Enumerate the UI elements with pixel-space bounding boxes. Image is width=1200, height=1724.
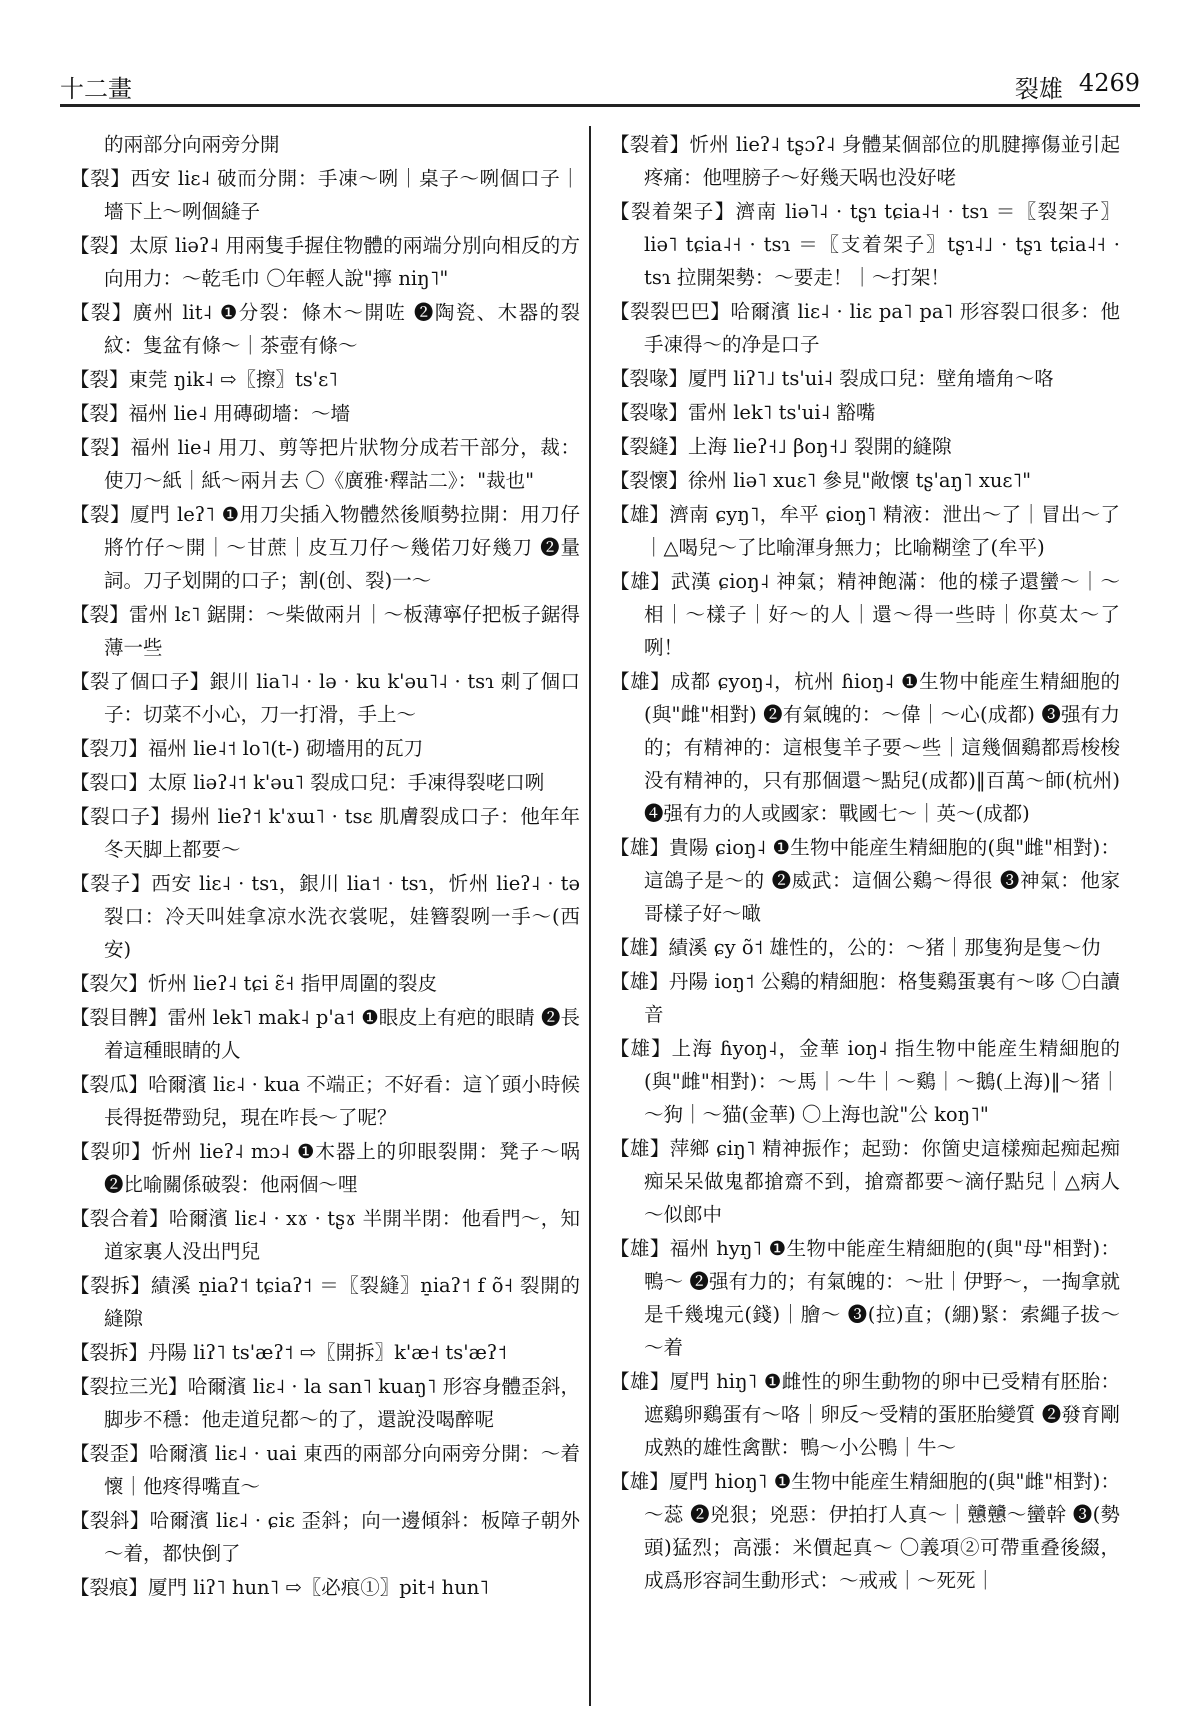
dictionary-entry: 【雄】厦門 hioŋ˥ ❶生物中能産生精細胞的(與"雌"相對)：～蕊 ❷兇狠；兇惡：伊拍打人真～｜戇戇～蠻幹 ❸(勢頭)猛烈；高漲：米價起真～ 〇義項②可帶重叠後綴，成爲形容詞生動形式：～戒戒｜～死死｜ <box>610 1470 1120 1592</box>
dictionary-entry: 【裂歪】哈爾濱 liɛ˨ · uai 東西的兩部分向兩旁分開：～着懷｜他疼得嘴直～ <box>70 1442 580 1498</box>
dictionary-entry: 【裂卯】忻州 lieʔ˨ mɔ˨ ❶木器上的卯眼裂開：凳子～㖞 ❷比喻關係破裂：他兩個～哩 <box>70 1140 580 1196</box>
dictionary-entry: 【裂口子】揚州 lieʔ˦ k'ɤɯ˥ · tsɛ 肌膚裂成口子：他年年冬天脚上都要～ <box>70 805 580 861</box>
dictionary-entry: 【裂】太原 liəʔ˨ 用兩隻手握住物體的兩端分別向相反的方向用力：～乾毛巾 〇年輕人說"擰 niŋ˥" <box>70 234 580 290</box>
header-chars: 裂雄 <box>1014 75 1063 103</box>
dictionary-entry: 【裂】雷州 lɛ˥ 鋸開：～柴做兩爿｜～板薄寧仔把板子鋸得薄一些 <box>70 603 580 659</box>
dictionary-entry: 【裂子】西安 liɛ˨ · tsɿ，銀川 lia˦ · tsɿ，忻州 lieʔ˨ · tə 裂口：冷天叫娃拿凉水洗衣裳呢，娃簪裂咧一手～(西安) <box>70 872 580 961</box>
column-divider <box>589 126 591 1706</box>
header-rule <box>60 104 1140 107</box>
dictionary-entry: 【裂斜】哈爾濱 liɛ˨ · ɕiɛ 歪斜；向一邊傾斜：板障子朝外～着，都快倒了 <box>70 1509 580 1565</box>
dictionary-entry: 【裂喙】雷州 lek˥ ts'ui˨ 豁嘴 <box>610 401 876 424</box>
entry-continuation: 的兩部分向兩旁分開 <box>104 133 280 156</box>
dictionary-entry: 【裂瓜】哈爾濱 liɛ˨ · kua 不端正；不好看：這丫頭小時候長得挺帶勁兒，現在咋長～了呢？ <box>70 1073 580 1129</box>
dictionary-entry: 【雄】厦門 hiŋ˥ ❶雌性的卵生動物的卵中已受精有胚胎：遮鷄卵鷄蛋有～咯｜卵反～受精的蛋胚胎變質 ❷發育剛成熟的雄性禽獸：鴨～小公鴨｜牛～ <box>610 1370 1120 1459</box>
dictionary-entry: 【裂】東莞 ŋik˨ ⇨〖擦〗ts'ɛ˥ <box>70 368 338 391</box>
dictionary-entry: 【裂裂巴巴】哈爾濱 liɛ˨ · liɛ pa˥ pa˥ 形容裂口很多：他手凍得～的净是口子 <box>610 300 1120 356</box>
dictionary-entry: 【裂口】太原 liəʔ˨˦ k'əu˥ 裂成口兒：手凍得裂咾口咧 <box>70 771 545 794</box>
dictionary-entry: 【裂懷】徐州 liə˥ xuɛ˥ 參見"敞懷 tʂ'aŋ˥ xuɛ˥" <box>610 469 1032 492</box>
dictionary-entry: 【裂縫】上海 lieʔ˧˩ βoŋ˧˩ 裂開的縫隙 <box>610 435 952 458</box>
dictionary-entry: 【裂着】忻州 lieʔ˨ tʂɔʔ˨ 身體某個部位的肌腱擰傷並引起疼痛：他哩膀子～好幾天㖞也没好咾 <box>610 133 1120 189</box>
dictionary-entry: 【裂】福州 lie˨ 用磚砌墻：～墻 <box>70 402 351 425</box>
dictionary-entry: 【裂刀】福州 lie˨˦ lo˥(t-) 砌墻用的瓦刀 <box>70 737 424 760</box>
dictionary-entry: 【雄】丹陽 ioŋ˦ 公鷄的精細胞：格隻鷄蛋裏有～哆 〇白讀音 <box>610 970 1120 1026</box>
dictionary-entry: 【裂】福州 lie˨ 用刀、剪等把片狀物分成若干部分，裁：使刀～紙｜紙～兩爿去 〇《廣雅·釋詁二》："裁也" <box>70 436 580 492</box>
dictionary-entry: 【裂了個口子】銀川 lia˥˨ · lə · ku k'əu˥˨ · tsɿ 刺了個口子：切菜不小心，刀一打滑，手上～ <box>70 670 580 726</box>
dictionary-entry: 【裂拆】績溪 n̠iaʔ˦ tɕiaʔ˦ ＝〖裂縫〗n̠iaʔ˦ f õ˧ 裂開的縫隙 <box>70 1274 580 1330</box>
dictionary-entry: 【裂痕】厦門 liʔ˥ hun˥ ⇨〖必痕①〗pit˧ hun˥ <box>70 1576 489 1599</box>
dictionary-entry: 【裂】西安 liɛ˨ 破而分開：手凍～咧｜桌子～咧個口子｜墻下上～咧個縫子 <box>70 167 580 223</box>
header-right <box>1015 69 1140 104</box>
dictionary-entry: 【雄】萍鄉 ɕiŋ˥ 精神振作；起勁：你箇史這樣痴起痴起痴痴呆呆做鬼都搶齋不到，搶齋都要～滴仔點兒｜△病人～似郎中 <box>610 1137 1120 1226</box>
section-label: 十二畫 <box>60 75 132 103</box>
dictionary-entry: 【裂拆】丹陽 liʔ˥ ts'æʔ˦ ⇨〖開拆〗k'æ˧ ts'æʔ˦ <box>70 1341 508 1364</box>
dictionary-entry: 【雄】福州 hyŋ˥ ❶生物中能産生精細胞的(與"母"相對)：鴨～ ❷强有力的；有氣魄的：～壯｜伊野～，一掏拿就是千幾塊元(錢)｜膾～ ❸(拉)直；(綳)緊：索繩子拔～～着 <box>610 1237 1120 1359</box>
dictionary-entry: 【裂着架子】濟南 liə˥˨ · tʂɿ tɕia˨˧ · tsɿ ＝〖裂架子〗liə˥ tɕia˨˧ · tsɿ ＝〖支着架子〗tʂɿ˨˩ · tʂɿ tɕia˨˧ · tsɿ 拉開架勢：～要走！｜～打架！ <box>610 200 1120 289</box>
dictionary-entry: 【裂】厦門 leʔ˥ ❶用刀尖插入物體然後順勢拉開：用刀仔將竹仔～開｜～甘蔗｜皮互刀仔～幾偌刀好幾刀 ❷量詞。刀子划開的口子；割(创、裂)一～ <box>70 503 580 592</box>
dictionary-entry: 【雄】濟南 ɕyŋ˥，牟平 ɕioŋ˥ 精液：泄出～了｜冒出～了｜△喝兒～了比喻渾身無力；比喻糊塗了(牟平) <box>610 503 1120 559</box>
dictionary-entry: 【裂合着】哈爾濱 liɛ˨ · xɤ · tʂɤ 半開半閉：他看門～，知道家裏人没出門兒 <box>70 1207 580 1263</box>
right-column <box>610 128 1120 1688</box>
dictionary-entry: 【裂目髀】雷州 lek˥ mak˨ p'a˦ ❶眼皮上有疤的眼睛 ❷長着這種眼睛的人 <box>70 1006 580 1062</box>
dictionary-entry: 【裂喙】厦門 liʔ˥˩ ts'ui˨ 裂成口兒：壁角墻角～咯 <box>610 367 1054 390</box>
dictionary-entry: 【雄】成都 ɕyoŋ˨，杭州 ɦioŋ˨ ❶生物中能産生精細胞的(與"雌"相對) ❷有氣魄的：～偉｜～心(成都) ❸强有力的；有精神的：這根隻羊子要～些｜這幾個鷄都焉梭梭没有精神的，只有那個還～點兒(成都)‖百萬～師(杭州) ❹强有力的人或國家：戰國七～｜英～(成都) <box>610 670 1120 825</box>
dictionary-entry: 【裂拉三光】哈爾濱 liɛ˨ · la san˥ kuaŋ˥ 形容身體歪斜，脚步不穩：他走道兒都～的了，還說没喝醉呢 <box>70 1375 580 1431</box>
dictionary-entry: 【裂】廣州 lit˨ ❶分裂：條木～開咗 ❷陶瓷、木器的裂紋：隻盆有條～｜茶壺有條～ <box>70 301 580 357</box>
dictionary-entry: 【裂欠】忻州 lieʔ˨ tɕi ɛ̃˧ 指甲周圍的裂皮 <box>70 972 438 995</box>
page-header <box>60 60 1140 104</box>
left-column <box>70 128 580 1688</box>
dictionary-entry: 【雄】武漢 ɕioŋ˨ 神氣；精神飽滿：他的樣子還蠻～｜～相｜～樣子｜好～的人｜還～得一些時｜你莫太～了咧！ <box>610 570 1120 659</box>
page-number: 4269 <box>1078 69 1140 97</box>
dictionary-entry: 【雄】上海 ɦyoŋ˨，金華 ioŋ˨ 指生物中能産生精細胞的(與"雌"相對)：～馬｜～牛｜～鷄｜～鵝(上海)‖～猪｜～狗｜～猫(金華) 〇上海也說"公 koŋ˥" <box>610 1037 1120 1126</box>
dictionary-entry: 【雄】貴陽 ɕioŋ˨ ❶生物中能産生精細胞的(與"雌"相對)：這鴿子是～的 ❷威武：這個公鷄～得很 ❸神氣：他家哥樣子好～噉 <box>610 836 1120 925</box>
dictionary-entry: 【雄】績溪 ɕy õ˦ 雄性的，公的：～猪｜那隻狗是隻～仂 <box>610 936 1101 959</box>
